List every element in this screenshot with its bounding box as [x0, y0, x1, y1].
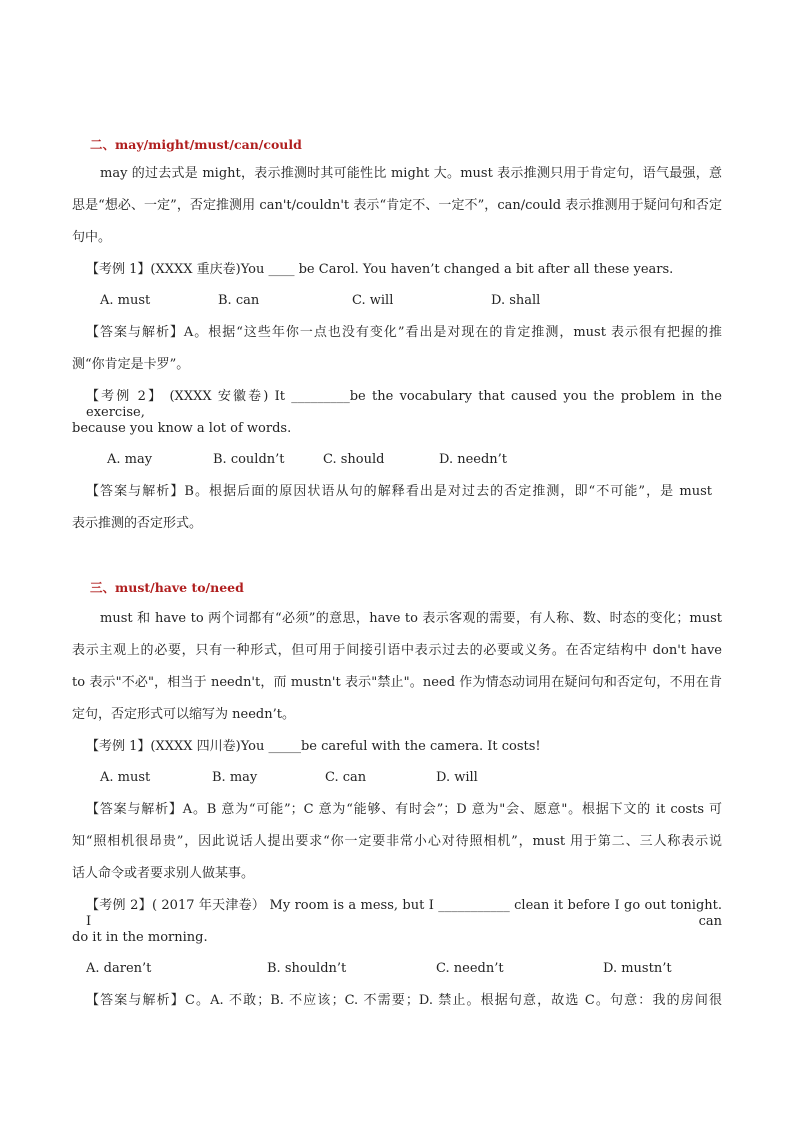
section3-ex2-options	[86, 961, 672, 977]
option: D. mustn’t	[603, 961, 672, 976]
option: A. must	[100, 770, 151, 785]
section2-heading: 二、may/might/must/can/could	[90, 137, 302, 152]
option: C. should	[323, 452, 385, 467]
section2-ex1-options	[100, 293, 540, 309]
section3-ex2-question-line1: 【考例 2】( 2017 年天津卷） My room is a mess, but I ___________ clean it before I go out tonight. I can	[86, 898, 722, 929]
option: B. shouldn’t	[267, 961, 347, 976]
section2-ex1-answer-line1: 【答案与解析】A。根据“这些年你一点也没有变化”看出是对现在的肯定推测，must 表示很有把握的推	[86, 325, 722, 340]
section3-intro-line3: to 表示"不必"，相当于 needn't，而 mustn't 表示"禁止"。need 作为情态动词用在疑问句和否定句，不用在肯	[72, 675, 722, 690]
section3-intro-line2: 表示主观上的必要，只有一种形式，但可用于间接引语中表示过去的必要或义务。在否定结构中 don't have	[72, 643, 722, 658]
section2-ex1-answer-line2: 测“你肯定是卡罗”。	[72, 357, 190, 372]
section3-heading: 三、must/have to/need	[90, 580, 244, 595]
option: C. will	[352, 293, 394, 308]
option: C. needn’t	[436, 961, 504, 976]
option: B. couldn’t	[213, 452, 285, 467]
option: B. may	[212, 770, 258, 785]
option: D. will	[436, 770, 478, 785]
section2-intro-line1: may 的过去式是 might，表示推测时其可能性比 might 大。must 表示推测只用于肯定句，语气最强，意	[100, 166, 722, 181]
section3-ex2-question-line2: do it in the morning.	[72, 930, 208, 945]
option: C. can	[325, 770, 367, 785]
section2-ex2-question-line1: 【考例 2】 (XXXX 安徽卷) It _________be the vocabulary that caused you the problem in the exercise,	[86, 389, 722, 420]
option: D. needn’t	[439, 452, 508, 467]
section3-ex1-options	[100, 770, 478, 786]
section2-ex2-question-line2: because you know a lot of words.	[72, 421, 292, 436]
section3-ex1-answer-line1: 【答案与解析】A。B 意为“可能”；C 意为“能够、有时会”；D 意为"会、愿意"。根据下文的 it costs 可	[86, 802, 722, 817]
section3-ex1-answer-line2: 知“照相机很昂贵”，因此说话人提出要求“你一定要非常小心对待照相机”，must 用于第二、三人称表示说	[72, 834, 722, 849]
section3-ex1-question: 【考例 1】(XXXX 四川卷)You _____be careful with the camera. It costs!	[86, 739, 541, 754]
option: A. may	[107, 452, 153, 467]
section2-ex2-options	[107, 452, 507, 468]
section2-ex2-answer-line1: 【答案与解析】B。根据后面的原因状语从句的解释看出是对过去的否定推测，即“不可能”，是 must	[86, 484, 712, 499]
option: B. can	[218, 293, 260, 308]
section3-intro-line4: 定句，否定形式可以缩写为 needn’t。	[72, 707, 295, 722]
section2-intro-line2: 思是“想必、一定”，否定推测用 can't/couldn't 表示“肯定不、一定不”，can/could 表示推测用于疑问句和否定	[72, 198, 722, 213]
section2-ex1-question: 【考例 1】(XXXX 重庆卷)You ____ be Carol. You haven’t changed a bit after all these years.	[86, 262, 674, 277]
section3-ex1-answer-line3: 话人命令或者要求别人做某事。	[72, 866, 255, 881]
option: A. daren’t	[86, 961, 152, 976]
section3-intro-line1: must 和 have to 两个词都有“必须”的意思，have to 表示客观的需要，有人称、数、时态的变化；must	[100, 611, 722, 626]
option: A. must	[100, 293, 151, 308]
section2-ex2-answer-line2: 表示推测的否定形式。	[72, 516, 203, 531]
section3-ex2-answer-line1: 【答案与解析】C。A. 不敢；B. 不应该；C. 不需要；D. 禁止。根据句意，故选 C。句意：我的房间很	[86, 993, 722, 1008]
option: D. shall	[491, 293, 541, 308]
section2-intro-line3: 句中。	[72, 230, 112, 245]
